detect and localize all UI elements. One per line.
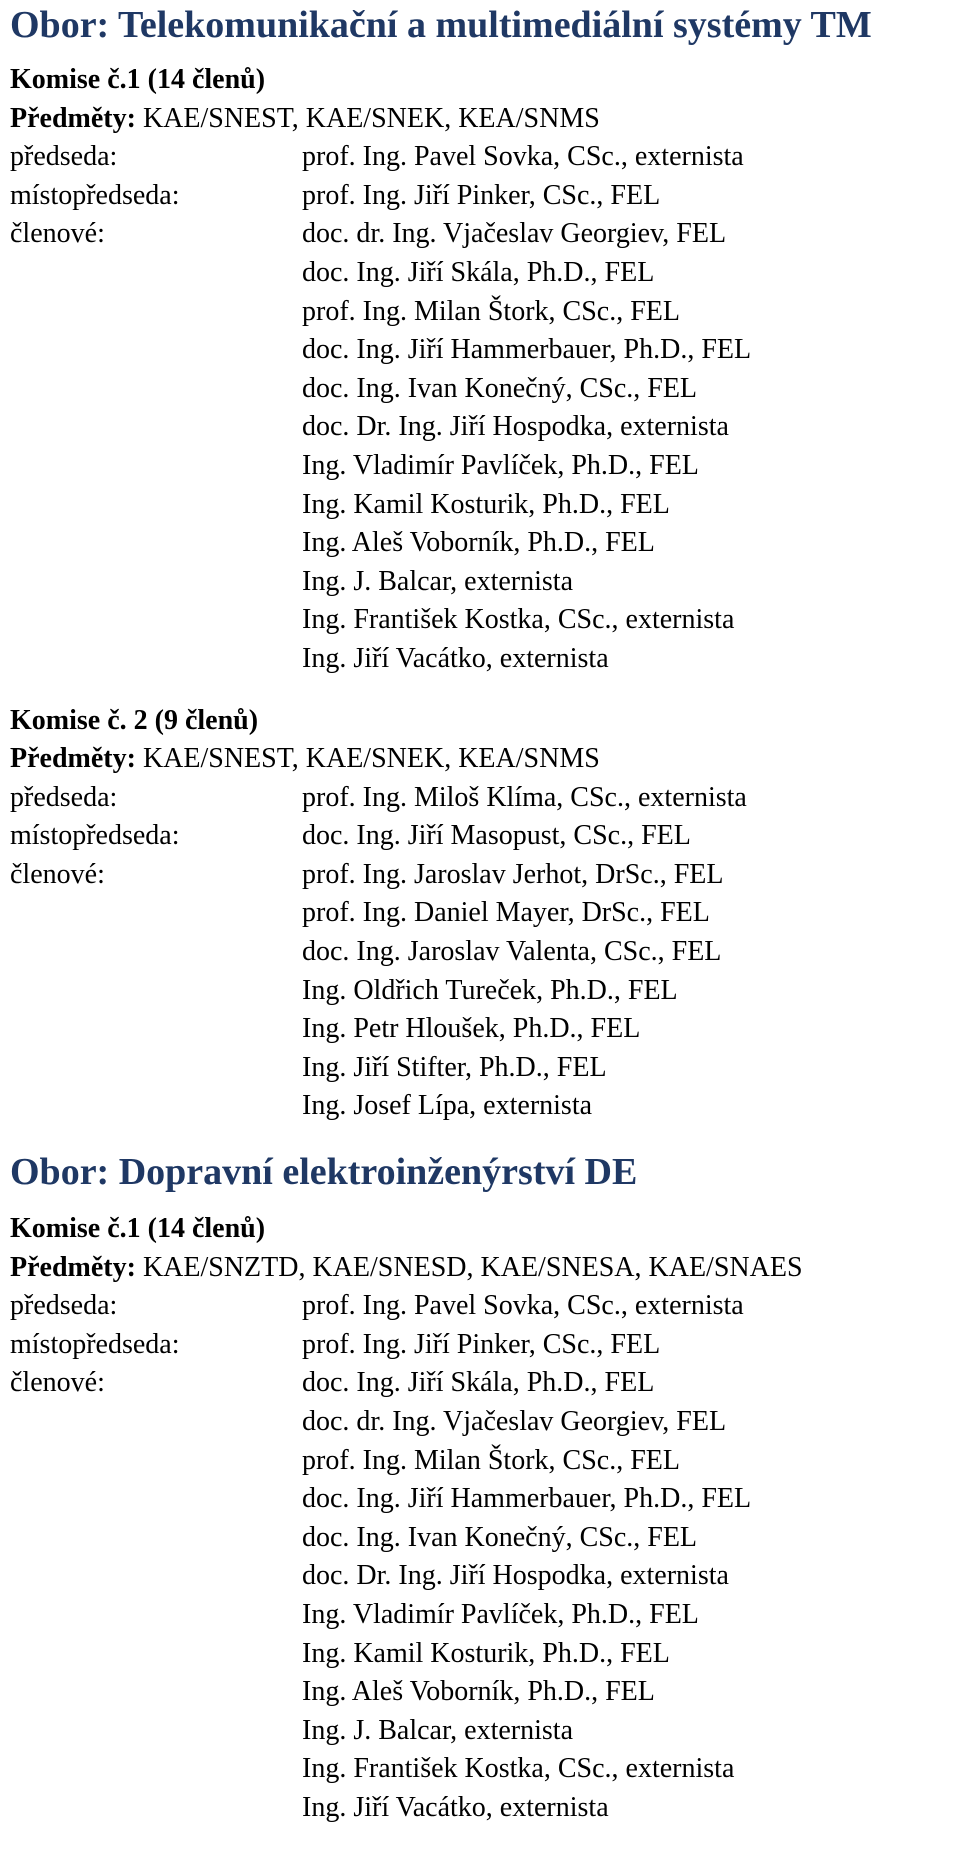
member-name: doc. Dr. Ing. Jiří Hospodka, externista [302,1560,729,1592]
member-row [10,894,960,933]
member-name: prof. Ing. Jaroslav Jerhot, DrSc., FEL [302,858,724,890]
member-name: Ing. František Kostka, CSc., externista [302,604,735,636]
member-row [10,293,960,332]
member-name: prof. Ing. Pavel Sovka, CSc., externista [302,141,744,173]
member-name: Ing. Petr Hloušek, Ph.D., FEL [302,1013,641,1045]
member-row [10,1596,960,1635]
member-row [10,138,960,177]
member-row [10,331,960,370]
member-role [10,486,302,525]
member-row [10,1442,960,1481]
member-name: prof. Ing. Milan Štork, CSc., FEL [302,1444,680,1476]
subjects-label: Předměty: [10,743,136,775]
member-row [10,524,960,563]
member-row [10,447,960,486]
member-name: prof. Ing. Pavel Sovka, CSc., externista [302,1290,744,1322]
member-role [10,1596,302,1635]
member-role [10,1635,302,1674]
member-row [10,177,960,216]
member-row [10,215,960,254]
member-name: doc. Ing. Ivan Konečný, CSc., FEL [302,372,698,404]
member-role [10,331,302,370]
subjects-value: KAE/SNZTD, KAE/SNESD, KAE/SNESA, KAE/SNAES [135,1251,803,1283]
member-name: doc. Ing. Jiří Masopust, CSc., FEL [302,820,691,852]
member-role [10,1087,302,1126]
member-name: doc. Ing. Jiří Hammerbauer, Ph.D., FEL [302,334,752,366]
member-role [10,1673,302,1712]
member-name: doc. dr. Ing. Vjačeslav Georgiev, FEL [302,1406,727,1437]
member-row [10,1287,960,1326]
subjects-line [10,740,960,779]
member-name: prof. Ing. Jiří Pinker, CSc., FEL [302,1328,661,1360]
member-name: doc. Ing. Jiří Skála, Ph.D., FEL [302,1367,655,1399]
commission-heading: Komise č. 2 (9 členů) [10,704,259,736]
commission-heading: Komise č.1 (14 členů) [10,1213,266,1245]
member-name: doc. Dr. Ing. Jiří Hospodka, externista [302,411,729,443]
member-row [10,1010,960,1049]
member-row [10,1557,960,1596]
member-row [10,1673,960,1712]
member-row [10,1635,960,1674]
member-row [10,1712,960,1751]
member-name: Ing. Kamil Kosturik, Ph.D., FEL [302,1637,670,1669]
member-role: místopředseda: [10,1328,180,1360]
member-role: předseda: [10,781,118,813]
member-role [10,293,302,332]
subjects-label: Předměty: [10,102,136,134]
member-role [10,640,302,679]
member-name: Ing. Jiří Stifter, Ph.D., FEL [302,1051,607,1083]
member-role [10,1789,302,1828]
member-row [10,1750,960,1789]
member-role: členové: [10,858,105,890]
member-row [10,1519,960,1558]
member-row [10,972,960,1011]
member-row [10,856,960,895]
member-role [10,1712,302,1751]
member-name: Ing. František Kostka, CSc., externista [302,1753,735,1785]
obor-title: Obor: Dopravní elektroinženýrství DE [10,1151,638,1194]
member-role [10,1442,302,1481]
member-role [10,563,302,602]
member-role [10,447,302,486]
member-role [10,1750,302,1789]
member-row [10,601,960,640]
member-name: prof. Ing. Miloš Klíma, CSc., externista [302,781,747,813]
member-role [10,254,302,293]
member-row [10,933,960,972]
member-row [10,1789,960,1828]
subjects-line [10,100,960,139]
member-row [10,1326,960,1365]
member-row [10,486,960,525]
member-name: Ing. Josef Lípa, externista [302,1090,593,1122]
member-role [10,370,302,409]
member-row [10,1364,960,1403]
member-name: doc. dr. Ing. Vjačeslav Georgiev, FEL [302,218,727,250]
member-role [10,1010,302,1049]
member-row [10,254,960,293]
member-name: Ing. Jiří Vacátko, externista [302,1791,609,1823]
member-role: členové: [10,1367,105,1399]
member-row [10,563,960,602]
member-row [10,640,960,679]
member-name: doc. Ing. Jiří Hammerbauer, Ph.D., FEL [302,1483,752,1515]
member-role [10,408,302,447]
member-row [10,779,960,818]
commission-heading: Komise č.1 (14 členů) [10,64,266,95]
member-role [10,972,302,1011]
member-role [10,524,302,563]
member-name: Ing. Vladimír Pavlíček, Ph.D., FEL [302,1598,699,1630]
member-name: doc. Ing. Ivan Konečný, CSc., FEL [302,1521,698,1553]
member-role [10,1557,302,1596]
member-name: prof. Ing. Jiří Pinker, CSc., FEL [302,179,661,211]
member-name: Ing. Kamil Kosturik, Ph.D., FEL [302,488,670,520]
subjects-value: KAE/SNEST, KAE/SNEK, KEA/SNMS [135,743,600,775]
member-role [10,894,302,933]
member-name: prof. Ing. Daniel Mayer, DrSc., FEL [302,897,710,929]
member-name: doc. Ing. Jaroslav Valenta, CSc., FEL [302,936,722,968]
member-role: místopředseda: [10,179,180,211]
member-role [10,933,302,972]
member-role: členové: [10,218,105,250]
member-row [10,370,960,409]
member-role: předseda: [10,1290,118,1322]
member-name: Ing. J. Balcar, externista [302,565,574,597]
member-row [10,1049,960,1088]
subjects-label: Předměty: [10,1251,136,1283]
member-row [10,408,960,447]
member-role: předseda: [10,141,118,173]
member-name: Ing. J. Balcar, externista [302,1714,574,1746]
member-role: místopředseda: [10,820,180,852]
subjects-line [10,1249,960,1288]
member-name: Ing. Aleš Voborník, Ph.D., FEL [302,527,655,559]
member-role [10,1403,302,1442]
member-name: Ing. Oldřich Tureček, Ph.D., FEL [302,974,678,1006]
obor-title: Obor: Telekomunikační a multimediální systémy TM [10,4,872,46]
member-name: Ing. Vladimír Pavlíček, Ph.D., FEL [302,449,699,481]
member-role [10,1049,302,1088]
member-name: Ing. Jiří Vacátko, externista [302,642,609,674]
member-role [10,1519,302,1558]
subjects-value: KAE/SNEST, KAE/SNEK, KEA/SNMS [135,102,600,134]
member-row [10,1480,960,1519]
member-name: prof. Ing. Milan Štork, CSc., FEL [302,295,680,327]
member-role [10,1480,302,1519]
member-row [10,1403,960,1442]
member-row [10,1087,960,1126]
member-row [10,817,960,856]
member-role [10,601,302,640]
member-name: Ing. Aleš Voborník, Ph.D., FEL [302,1676,655,1708]
member-name: doc. Ing. Jiří Skála, Ph.D., FEL [302,256,655,288]
